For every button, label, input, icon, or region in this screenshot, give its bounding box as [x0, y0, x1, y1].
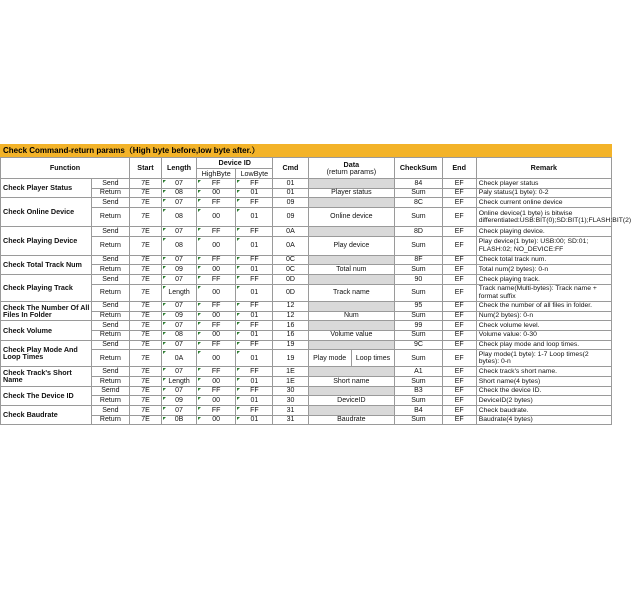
- start-cell: 7E: [130, 255, 162, 265]
- data-cell: Volume value: [308, 330, 395, 340]
- table-row: [1, 340, 612, 350]
- command-table-container: [0, 144, 631, 425]
- function-name: Check Playing Track: [1, 275, 92, 302]
- direction-cell: Send: [91, 198, 129, 208]
- end-cell: EF: [442, 415, 476, 425]
- remark-cell: Check the number of all files in folder.: [476, 301, 611, 311]
- data-cell: [308, 198, 395, 208]
- lowbyte-cell: FF: [236, 179, 273, 189]
- direction-cell: Return: [91, 208, 129, 227]
- checksum-cell: Sum: [395, 350, 442, 367]
- header-device-id: Device ID: [197, 158, 273, 169]
- checksum-cell: 8D: [395, 227, 442, 237]
- end-cell: EF: [442, 227, 476, 237]
- data-cell: [308, 179, 395, 189]
- remark-cell: Num(2 bytes): 0-n: [476, 311, 611, 321]
- table-row: [1, 350, 612, 367]
- direction-cell: Return: [91, 236, 129, 255]
- data-cell: [308, 350, 395, 367]
- data-loop-times: Loop times: [355, 354, 391, 362]
- start-cell: 7E: [130, 415, 162, 425]
- highbyte-cell: 00: [197, 330, 236, 340]
- highbyte-cell: 00: [197, 236, 236, 255]
- table-row: [1, 415, 612, 425]
- length-cell: 08: [161, 208, 196, 227]
- checksum-cell: Sum: [395, 188, 442, 198]
- data-play-mode: Play mode: [309, 350, 352, 366]
- start-cell: 7E: [130, 367, 162, 377]
- end-cell: EF: [442, 255, 476, 265]
- remark-cell: Total num(2 bytes): 0-n: [476, 265, 611, 275]
- length-cell: 07: [161, 255, 196, 265]
- length-cell: 0A: [161, 350, 196, 367]
- end-cell: EF: [442, 208, 476, 227]
- end-cell: EF: [442, 188, 476, 198]
- checksum-cell: Sum: [395, 330, 442, 340]
- highbyte-cell: 00: [197, 350, 236, 367]
- cmd-cell: 0C: [273, 255, 308, 265]
- start-cell: 7E: [130, 301, 162, 311]
- cmd-cell: 31: [273, 406, 308, 416]
- highbyte-cell: 00: [197, 376, 236, 386]
- end-cell: EF: [442, 330, 476, 340]
- end-cell: EF: [442, 376, 476, 386]
- start-cell: 7E: [130, 406, 162, 416]
- direction-cell: Return: [91, 188, 129, 198]
- data-cell: [308, 255, 395, 265]
- checksum-cell: Sum: [395, 311, 442, 321]
- length-cell: 07: [161, 198, 196, 208]
- data-cell: Total num: [308, 265, 395, 275]
- highbyte-cell: 00: [197, 208, 236, 227]
- table-row: [1, 311, 612, 321]
- function-name: Check Track's Short Name: [1, 367, 92, 386]
- remark-cell: Play mode(1 byte): 1-7 Loop times(2 bytes): 0-n: [476, 350, 611, 367]
- cmd-cell: 19: [273, 340, 308, 350]
- direction-cell: Send: [91, 340, 129, 350]
- cmd-cell: 01: [273, 188, 308, 198]
- cmd-cell: 1E: [273, 367, 308, 377]
- cmd-cell: 12: [273, 301, 308, 311]
- direction-cell: Semd: [91, 386, 129, 396]
- direction-cell: Send: [91, 367, 129, 377]
- end-cell: EF: [442, 386, 476, 396]
- header-checksum: CheckSum: [395, 158, 442, 179]
- direction-cell: Return: [91, 330, 129, 340]
- lowbyte-cell: 01: [236, 376, 273, 386]
- start-cell: 7E: [130, 330, 162, 340]
- remark-cell: Short name(4 bytes): [476, 376, 611, 386]
- table-row: [1, 321, 612, 331]
- start-cell: 7E: [130, 311, 162, 321]
- start-cell: 7E: [130, 376, 162, 386]
- length-cell: 08: [161, 188, 196, 198]
- start-cell: 7E: [130, 198, 162, 208]
- function-name: Check Playing Device: [1, 227, 92, 256]
- highbyte-cell: FF: [197, 301, 236, 311]
- lowbyte-cell: FF: [236, 340, 273, 350]
- highbyte-cell: 00: [197, 311, 236, 321]
- start-cell: 7E: [130, 386, 162, 396]
- remark-cell: Check player status: [476, 179, 611, 189]
- lowbyte-cell: FF: [236, 367, 273, 377]
- lowbyte-cell: 01: [236, 311, 273, 321]
- direction-cell: Send: [91, 301, 129, 311]
- remark-cell: Baudrate(4 bytes): [476, 415, 611, 425]
- start-cell: 7E: [130, 396, 162, 406]
- table-title: Check Command-return params（High byte before,low byte after.）: [0, 144, 612, 157]
- direction-cell: Send: [91, 179, 129, 189]
- end-cell: EF: [442, 265, 476, 275]
- end-cell: EF: [442, 367, 476, 377]
- highbyte-cell: FF: [197, 198, 236, 208]
- remark-cell: Paly status(1 byte): 0-2: [476, 188, 611, 198]
- header-data: [308, 158, 395, 179]
- start-cell: 7E: [130, 236, 162, 255]
- length-cell: 07: [161, 386, 196, 396]
- cmd-cell: 0D: [273, 275, 308, 285]
- highbyte-cell: FF: [197, 321, 236, 331]
- checksum-cell: Sum: [395, 265, 442, 275]
- start-cell: 7E: [130, 227, 162, 237]
- highbyte-cell: 00: [197, 265, 236, 275]
- cmd-cell: 19: [273, 350, 308, 367]
- data-cell: Track name: [308, 284, 395, 301]
- table-row: [1, 179, 612, 189]
- highbyte-cell: FF: [197, 386, 236, 396]
- start-cell: 7E: [130, 188, 162, 198]
- cmd-cell: 09: [273, 208, 308, 227]
- checksum-cell: B4: [395, 406, 442, 416]
- checksum-cell: 9C: [395, 340, 442, 350]
- checksum-cell: 90: [395, 275, 442, 285]
- checksum-cell: 99: [395, 321, 442, 331]
- data-cell: [308, 321, 395, 331]
- cmd-cell: 01: [273, 179, 308, 189]
- function-name: Check The Device ID: [1, 386, 92, 405]
- remark-cell: Check playing track.: [476, 275, 611, 285]
- remark-cell: Check total track num.: [476, 255, 611, 265]
- header-remark: Remark: [476, 158, 611, 179]
- checksum-cell: 95: [395, 301, 442, 311]
- highbyte-cell: FF: [197, 367, 236, 377]
- start-cell: 7E: [130, 340, 162, 350]
- data-cell: [308, 340, 395, 350]
- highbyte-cell: 00: [197, 284, 236, 301]
- end-cell: EF: [442, 301, 476, 311]
- end-cell: EF: [442, 275, 476, 285]
- lowbyte-cell: FF: [236, 386, 273, 396]
- table-row: [1, 208, 612, 227]
- highbyte-cell: FF: [197, 179, 236, 189]
- cmd-cell: 0D: [273, 284, 308, 301]
- length-cell: 07: [161, 227, 196, 237]
- start-cell: 7E: [130, 179, 162, 189]
- length-cell: 07: [161, 406, 196, 416]
- table-row: [1, 188, 612, 198]
- data-cell: [308, 227, 395, 237]
- table-row: [1, 227, 612, 237]
- header-start: Start: [130, 158, 162, 179]
- checksum-cell: A1: [395, 367, 442, 377]
- function-name: Check Volume: [1, 321, 92, 340]
- length-cell: 09: [161, 396, 196, 406]
- start-cell: 7E: [130, 321, 162, 331]
- direction-cell: Return: [91, 265, 129, 275]
- remark-cell: DeviceID(2 bytes): [476, 396, 611, 406]
- lowbyte-cell: 01: [236, 208, 273, 227]
- start-cell: 7E: [130, 265, 162, 275]
- remark-cell: Check track's short name.: [476, 367, 611, 377]
- lowbyte-cell: 01: [236, 284, 273, 301]
- checksum-cell: 8F: [395, 255, 442, 265]
- lowbyte-cell: 01: [236, 188, 273, 198]
- start-cell: 7E: [130, 284, 162, 301]
- highbyte-cell: FF: [197, 227, 236, 237]
- direction-cell: Return: [91, 415, 129, 425]
- header-end: End: [442, 158, 476, 179]
- table-row: [1, 376, 612, 386]
- table-row: [1, 275, 612, 285]
- direction-cell: Return: [91, 376, 129, 386]
- function-name: Check Online Device: [1, 198, 92, 227]
- data-cell: [308, 275, 395, 285]
- length-cell: 08: [161, 236, 196, 255]
- highbyte-cell: FF: [197, 406, 236, 416]
- lowbyte-cell: FF: [236, 275, 273, 285]
- cmd-cell: 30: [273, 386, 308, 396]
- lowbyte-cell: 01: [236, 396, 273, 406]
- lowbyte-cell: FF: [236, 321, 273, 331]
- data-cell: Online device: [308, 208, 395, 227]
- length-cell: 07: [161, 367, 196, 377]
- direction-cell: Return: [91, 284, 129, 301]
- function-name: Check Baudrate: [1, 406, 92, 425]
- table-row: [1, 330, 612, 340]
- highbyte-cell: 00: [197, 415, 236, 425]
- function-name: Check Player Status: [1, 179, 92, 198]
- cmd-cell: 31: [273, 415, 308, 425]
- checksum-cell: Sum: [395, 284, 442, 301]
- cmd-cell: 16: [273, 330, 308, 340]
- remark-cell: Check the device ID.: [476, 386, 611, 396]
- table-row: [1, 236, 612, 255]
- checksum-cell: Sum: [395, 415, 442, 425]
- remark-cell: Check current online device: [476, 198, 611, 208]
- remark-cell: Check play mode and loop times.: [476, 340, 611, 350]
- function-name: Check Play Mode And Loop Times: [1, 340, 92, 367]
- end-cell: EF: [442, 340, 476, 350]
- direction-cell: Send: [91, 255, 129, 265]
- data-cell: [308, 301, 395, 311]
- table-row: [1, 198, 612, 208]
- data-cell: Num: [308, 311, 395, 321]
- remark-cell: Check playing device.: [476, 227, 611, 237]
- lowbyte-cell: 01: [236, 350, 273, 367]
- end-cell: EF: [442, 236, 476, 255]
- direction-cell: Send: [91, 227, 129, 237]
- lowbyte-cell: FF: [236, 406, 273, 416]
- checksum-cell: B3: [395, 386, 442, 396]
- remark-cell: Online device(1 byte) is bitwise differentiated:USB:BIT(0);SD:BIT(1);FLASH:BIT(2): [476, 208, 611, 227]
- direction-cell: Return: [91, 396, 129, 406]
- start-cell: 7E: [130, 208, 162, 227]
- length-cell: 09: [161, 311, 196, 321]
- data-cell: Play device: [308, 236, 395, 255]
- checksum-cell: 8C: [395, 198, 442, 208]
- cmd-cell: 16: [273, 321, 308, 331]
- end-cell: EF: [442, 198, 476, 208]
- remark-cell: Check volume level.: [476, 321, 611, 331]
- length-cell: 07: [161, 301, 196, 311]
- lowbyte-cell: 01: [236, 236, 273, 255]
- lowbyte-cell: 01: [236, 265, 273, 275]
- lowbyte-cell: 01: [236, 330, 273, 340]
- cmd-cell: 30: [273, 396, 308, 406]
- length-cell: 07: [161, 340, 196, 350]
- function-name: Check The Number Of All Files In Folder: [1, 301, 92, 320]
- header-cmd: Cmd: [273, 158, 308, 179]
- data-cell: [308, 367, 395, 377]
- highbyte-cell: FF: [197, 340, 236, 350]
- lowbyte-cell: FF: [236, 255, 273, 265]
- highbyte-cell: 00: [197, 396, 236, 406]
- header-highbyte: HighByte: [197, 169, 236, 179]
- end-cell: EF: [442, 396, 476, 406]
- command-table: [0, 157, 631, 425]
- remark-cell: Volume value: 0-30: [476, 330, 611, 340]
- lowbyte-cell: FF: [236, 301, 273, 311]
- checksum-cell: Sum: [395, 236, 442, 255]
- checksum-cell: Sum: [395, 208, 442, 227]
- start-cell: 7E: [130, 275, 162, 285]
- cmd-cell: 0A: [273, 236, 308, 255]
- header-function: Function: [1, 158, 130, 179]
- data-cell: Baudrate: [308, 415, 395, 425]
- direction-cell: Send: [91, 406, 129, 416]
- length-cell: Length: [161, 284, 196, 301]
- table-row: [1, 406, 612, 416]
- data-cell: [308, 386, 395, 396]
- highbyte-cell: 00: [197, 188, 236, 198]
- cmd-cell: 0A: [273, 227, 308, 237]
- checksum-cell: 84: [395, 179, 442, 189]
- direction-cell: Return: [91, 311, 129, 321]
- table-row: [1, 386, 612, 396]
- length-cell: 07: [161, 321, 196, 331]
- length-cell: Length: [161, 376, 196, 386]
- remark-cell: Play device(1 byte): USB:00; SD:01; FLASH:02; NO_DEVICE:FF: [476, 236, 611, 255]
- header-data-label: Data: [343, 159, 360, 169]
- direction-cell: Return: [91, 350, 129, 367]
- end-cell: EF: [442, 406, 476, 416]
- cmd-cell: 0C: [273, 265, 308, 275]
- direction-cell: Send: [91, 275, 129, 285]
- lowbyte-cell: FF: [236, 227, 273, 237]
- direction-cell: Send: [91, 321, 129, 331]
- cmd-cell: 1E: [273, 376, 308, 386]
- end-cell: EF: [442, 179, 476, 189]
- remark-cell: Track name(Multi-bytes): Track name + format suffix: [476, 284, 611, 301]
- end-cell: EF: [442, 284, 476, 301]
- checksum-cell: Sum: [395, 376, 442, 386]
- table-row: [1, 367, 612, 377]
- header-lowbyte: LowByte: [236, 169, 273, 179]
- header-length: Length: [161, 158, 196, 179]
- cmd-cell: 09: [273, 198, 308, 208]
- highbyte-cell: FF: [197, 255, 236, 265]
- end-cell: EF: [442, 350, 476, 367]
- length-cell: 08: [161, 330, 196, 340]
- remark-cell: Check baudrate.: [476, 406, 611, 416]
- length-cell: 07: [161, 275, 196, 285]
- data-cell: Short name: [308, 376, 395, 386]
- data-cell: DeviceID: [308, 396, 395, 406]
- end-cell: EF: [442, 321, 476, 331]
- lowbyte-cell: 01: [236, 415, 273, 425]
- header-data-sub: (return params): [326, 167, 377, 176]
- data-cell: [308, 406, 395, 416]
- checksum-cell: Sum: [395, 396, 442, 406]
- length-cell: 09: [161, 265, 196, 275]
- table-row: [1, 265, 612, 275]
- data-cell: Player status: [308, 188, 395, 198]
- length-cell: 0B: [161, 415, 196, 425]
- end-cell: EF: [442, 311, 476, 321]
- highbyte-cell: FF: [197, 275, 236, 285]
- cmd-cell: 12: [273, 311, 308, 321]
- lowbyte-cell: FF: [236, 198, 273, 208]
- length-cell: 07: [161, 179, 196, 189]
- start-cell: 7E: [130, 350, 162, 367]
- table-row: [1, 255, 612, 265]
- table-row: [1, 284, 612, 301]
- table-row: [1, 301, 612, 311]
- table-body: [1, 179, 631, 425]
- table-row: [1, 396, 612, 406]
- function-name: Check Total Track Num: [1, 255, 92, 274]
